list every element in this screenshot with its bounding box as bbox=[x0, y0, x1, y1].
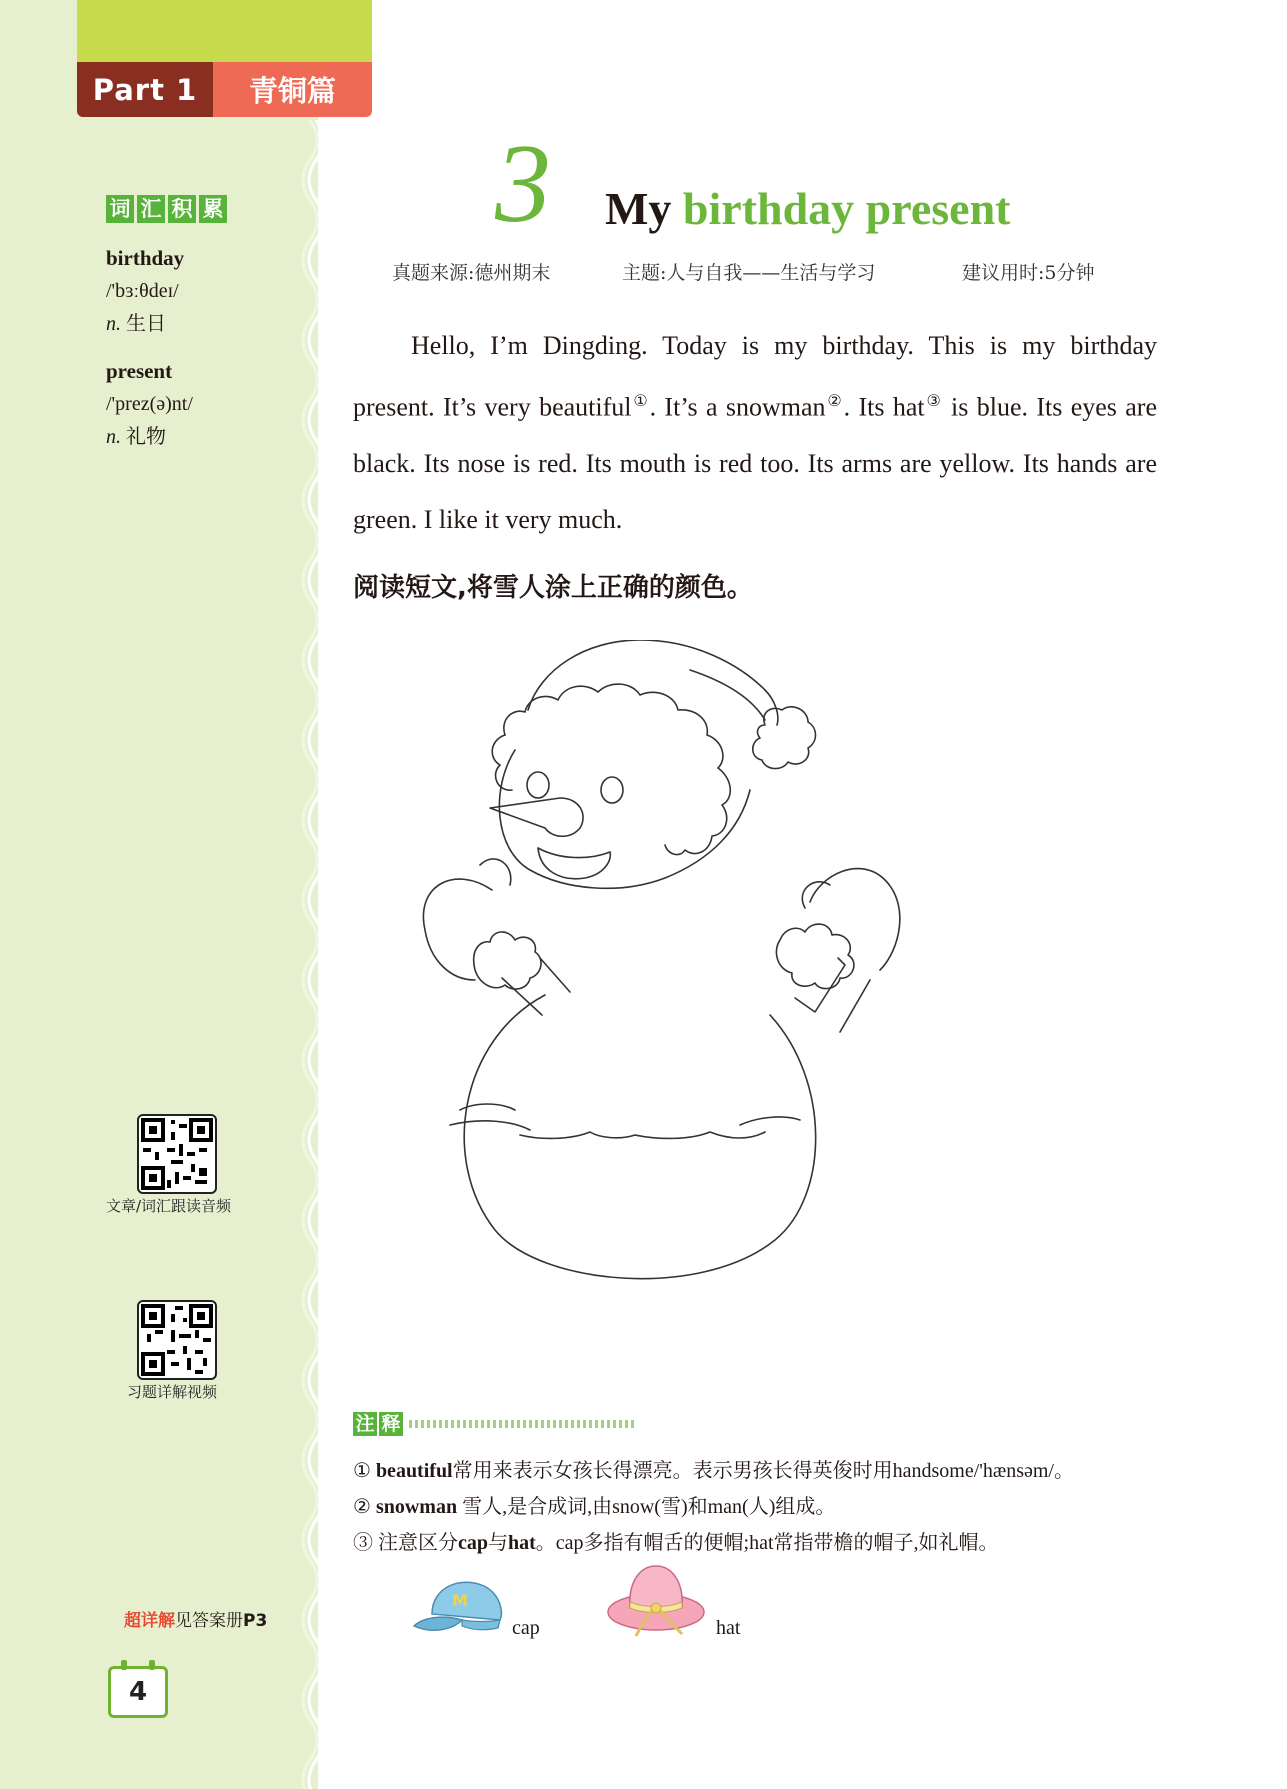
vocab-heading-char: 累 bbox=[199, 195, 227, 223]
vocab-heading-char: 词 bbox=[106, 195, 134, 223]
qr-code-audio[interactable] bbox=[137, 1114, 217, 1194]
vocab-entry-present bbox=[106, 355, 193, 454]
meta-theme: 主题:人与自我——生活与学习 bbox=[622, 262, 876, 284]
meta-source: 真题来源:德州期末 bbox=[392, 262, 551, 284]
note-item: ③ 注意区分cap与hat。cap多指有帽舌的便帽;hat常指带檐的帽子,如礼帽。 bbox=[353, 1532, 999, 1554]
hat-label: hat bbox=[716, 1617, 741, 1639]
header-tab-lime bbox=[77, 0, 372, 66]
reading-passage: Hello, I’m Dingding. Today is my birthday. This is my birthday present. It’s very beautiful①. It’s a snowman②. Its hat③ is blue. Its eyes are black. Its nose is red. Its mouth is red too. Its arms are yellow. Its hands are green. I like it very much. bbox=[353, 331, 1158, 534]
page-number: 4 bbox=[108, 1666, 168, 1718]
vocab-word: present bbox=[106, 359, 173, 383]
meta-time: 建议用时:5分钟 bbox=[962, 262, 1095, 284]
note-marker: ① bbox=[631, 393, 650, 410]
qr-pattern-icon bbox=[139, 1302, 215, 1378]
vocab-definition: n. 礼物 bbox=[106, 426, 166, 448]
dotted-decoration bbox=[409, 1420, 637, 1428]
note-item: ① beautiful常用来表示女孩长得漂亮。表示男孩长得英俊时用handsome/'hænsəm/。 bbox=[353, 1460, 1074, 1482]
lesson-title: My birthday present bbox=[605, 183, 1011, 234]
notes-heading bbox=[353, 1412, 637, 1436]
note-marker: ② bbox=[825, 393, 844, 410]
vocab-phonetic: /'bɜːθdeɪ/ bbox=[106, 280, 179, 302]
qr-code-video[interactable] bbox=[137, 1300, 217, 1380]
vocab-word: birthday bbox=[106, 246, 185, 270]
qr-pattern-icon bbox=[139, 1116, 215, 1192]
note-item: ② snowman 雪人,是合成词,由snow(雪)和man(人)组成。 bbox=[353, 1496, 836, 1518]
qr-video-label: 习题详解视频 bbox=[127, 1383, 218, 1401]
cap-label: cap bbox=[512, 1617, 540, 1639]
part-tab bbox=[77, 62, 372, 117]
notes-heading-char: 注 bbox=[353, 1412, 377, 1436]
snowman-illustration[interactable] bbox=[420, 640, 1030, 1300]
vocab-heading-char: 积 bbox=[168, 195, 196, 223]
lesson-number: 3 bbox=[495, 122, 551, 246]
note-marker: ③ bbox=[924, 393, 943, 410]
qr-audio-label: 文章/词汇跟读音频 bbox=[106, 1197, 232, 1215]
vocab-definition: n. 生日 bbox=[106, 313, 166, 335]
part-label: Part 1 bbox=[77, 62, 213, 117]
vocab-heading bbox=[106, 195, 227, 223]
part-name: 青铜篇 bbox=[213, 62, 372, 117]
exercise-instruction: 阅读短文,将雪人涂上正确的颜色。 bbox=[353, 573, 753, 603]
vocab-heading-char: 汇 bbox=[137, 195, 165, 223]
svg-text:M: M bbox=[452, 1591, 468, 1610]
vocab-entry-birthday bbox=[106, 242, 184, 341]
vocab-phonetic: /'prez(ə)nt/ bbox=[106, 393, 193, 415]
hat-icon bbox=[604, 1562, 708, 1642]
wavy-border bbox=[292, 120, 328, 1789]
answer-reference: 超详解见答案册P3 bbox=[124, 1611, 268, 1631]
cap-icon bbox=[412, 1574, 512, 1642]
notes-heading-char: 释 bbox=[379, 1412, 403, 1436]
